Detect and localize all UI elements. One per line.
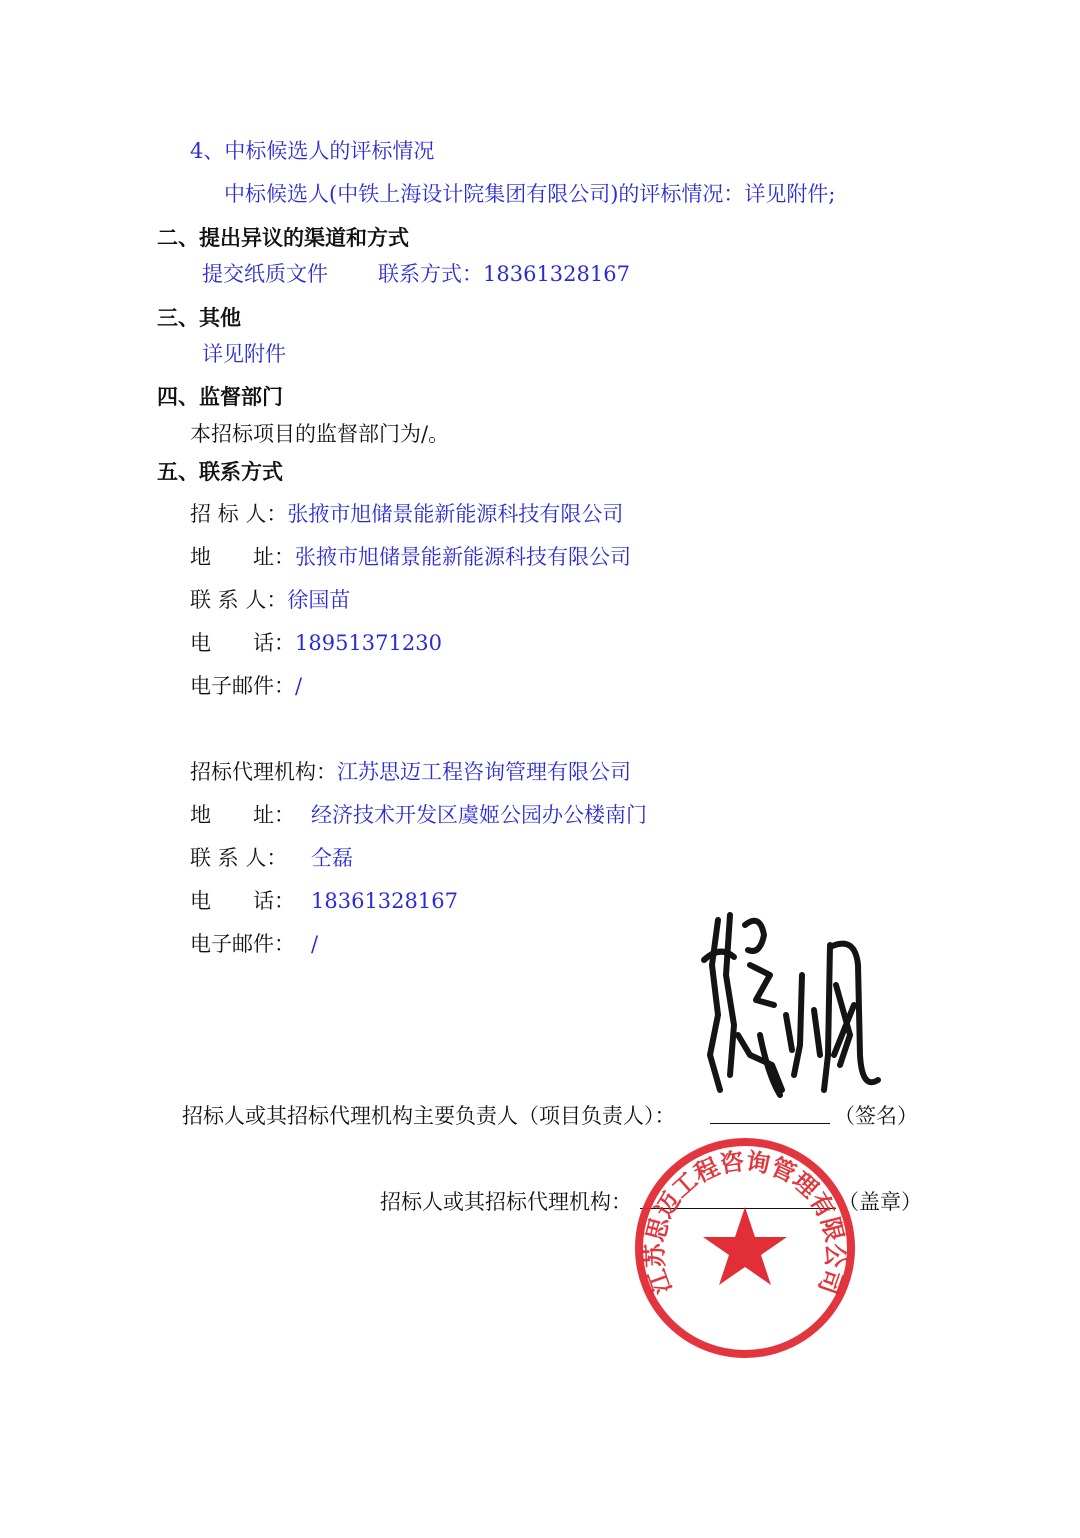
section-4-heading: 4、中标候选人的评标情况 [190, 139, 435, 163]
objection-contact [378, 258, 630, 288]
objection-contact-label: 联系方式： [378, 262, 483, 286]
other-text: 详见附件 [202, 342, 286, 366]
objection-contact-phone: 18361328167 [483, 262, 630, 286]
tenderer-name-row [190, 498, 623, 528]
handwritten-signature [690, 905, 890, 1105]
agency-name-value: 江苏思迈工程咨询管理有限公司 [337, 760, 631, 784]
objection-method: 提交纸质文件 [202, 262, 328, 286]
agency-address-label: 地 址： [190, 803, 295, 827]
responsible-person-label: 招标人或其招标代理机构主要负责人（项目负责人）： [182, 1104, 676, 1128]
tenderer-name-value: 张掖市旭储景能新能源科技有限公司 [287, 502, 624, 526]
agency-contact-row [190, 842, 353, 872]
signature-suffix: （签名） [834, 1104, 918, 1128]
tenderer-phone-row [190, 627, 442, 657]
tenderer-email-row [190, 670, 302, 700]
agency-email-row [190, 928, 318, 958]
agency-address-row [190, 799, 647, 829]
tenderer-contact-row [190, 584, 350, 614]
tenderer-address-value: 张掖市旭储景能新能源科技有限公司 [295, 545, 631, 569]
tenderer-address-row [190, 541, 631, 571]
agency-email-label: 电子邮件： [190, 932, 295, 956]
organization-label: 招标人或其招标代理机构： [380, 1190, 632, 1214]
agency-phone-value: 18361328167 [311, 889, 458, 913]
agency-email-value: / [311, 932, 319, 956]
seal-text: 江苏思迈工程咨询管理有限公司 [639, 1146, 851, 1298]
tenderer-name-label: 招 标 人： [190, 502, 288, 526]
agency-phone-row [190, 885, 458, 915]
agency-name-label: 招标代理机构： [190, 760, 337, 784]
tenderer-phone-label: 电 话： [190, 631, 295, 655]
supervision-heading: 四、监督部门 [157, 385, 283, 409]
tenderer-email-value: / [295, 674, 303, 698]
tenderer-contact-value: 徐国苗 [287, 588, 351, 612]
agency-contact-value: 仝磊 [311, 846, 353, 870]
agency-contact-label: 联 系 人： [190, 846, 288, 870]
tenderer-phone-value: 18951371230 [295, 631, 442, 655]
signature-line [710, 1097, 830, 1124]
tenderer-email-label: 电子邮件： [190, 674, 295, 698]
objection-heading: 二、提出异议的渠道和方式 [157, 226, 409, 250]
other-heading: 三、其他 [157, 306, 241, 330]
tenderer-address-label: 地 址： [190, 545, 295, 569]
agency-phone-label: 电 话： [190, 889, 295, 913]
agency-name-row [190, 756, 631, 786]
section-4-evaluation-text: 中标候选人(中铁上海设计院集团有限公司)的评标情况：详见附件; [224, 182, 836, 206]
supervision-text: 本招标项目的监督部门为/。 [190, 422, 450, 446]
agency-address-value: 经济技术开发区虞姬公园办公楼南门 [311, 803, 647, 827]
company-seal [632, 1135, 858, 1361]
seal-suffix: （盖章） [838, 1190, 922, 1214]
contact-heading: 五、联系方式 [157, 460, 283, 484]
tenderer-contact-label: 联 系 人： [190, 588, 288, 612]
